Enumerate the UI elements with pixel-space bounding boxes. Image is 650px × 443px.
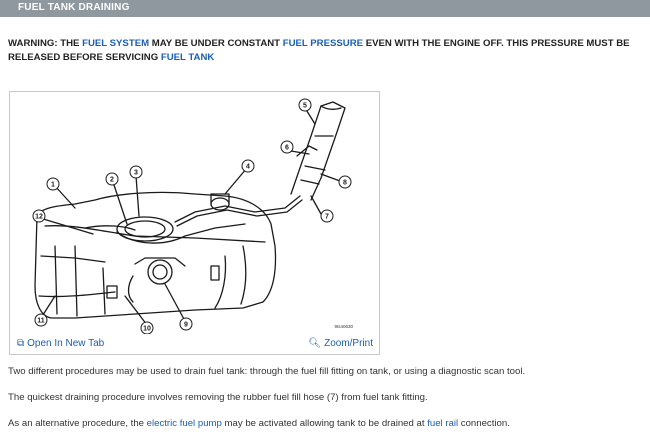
magnifier-icon: 🔍︎ <box>308 338 322 349</box>
fuel-system-link[interactable]: FUEL SYSTEM <box>82 38 150 49</box>
diagram-figure <box>9 91 380 355</box>
callout-label: 3 <box>134 169 138 177</box>
callout-label: 4 <box>246 163 250 171</box>
zoom-print-button[interactable] <box>308 338 373 349</box>
figure-toolbar <box>10 335 379 354</box>
callout-label: 12 <box>35 213 43 221</box>
warning-text <box>8 37 644 65</box>
paragraph-3 <box>8 418 510 429</box>
fuel-rail-link[interactable]: fuel rail <box>427 418 459 429</box>
warning-part: EVEN WITH THE ENGINE OFF. THIS PRESSURE MUST BE RELEASED BEFORE SERVICING <box>8 38 630 63</box>
new-tab-icon: ⧉ <box>17 338 25 349</box>
paragraph-part: As an alternative procedure, the <box>8 418 147 429</box>
section-title: FUEL TANK DRAINING <box>18 2 130 13</box>
paragraph-2: The quickest draining procedure involves removing the rubber fuel fill hose (7) from fuel tank fitting. <box>8 392 428 403</box>
callout-label: 6 <box>285 144 289 152</box>
electric-fuel-pump-link[interactable]: electric fuel pump <box>146 418 222 429</box>
warning-part: WARNING: THE <box>8 38 83 49</box>
callout-label: 2 <box>110 176 114 184</box>
callout-label: 10 <box>143 325 151 333</box>
warning-part: MAY BE UNDER CONSTANT <box>149 38 283 49</box>
callout-label: 8 <box>343 179 347 187</box>
open-tab-label: Open In New Tab <box>27 338 105 349</box>
callout-label: 7 <box>325 213 329 221</box>
open-in-new-tab-button[interactable] <box>17 338 104 349</box>
callout-label: 9 <box>184 321 188 329</box>
callout-label: 1 <box>51 181 55 189</box>
fuel-pressure-link[interactable]: FUEL PRESSURE <box>282 38 364 49</box>
fuel-tank-link[interactable]: FUEL TANK <box>160 52 215 63</box>
callout-label: 5 <box>303 102 307 110</box>
fuel-tank-diagram <box>15 96 373 334</box>
callout-label: 11 <box>37 317 45 325</box>
paragraph-part: may be activated allowing tank to be drained at <box>221 418 428 429</box>
paragraph-1: Two different procedures may be used to drain fuel tank: through the fuel fill fitting on tank, or using a diagnostic scan tool. <box>8 366 526 377</box>
zoom-label: Zoom/Print <box>324 338 373 349</box>
paragraph-part: connection. <box>458 418 510 429</box>
figure-ref-code: 9ts40630 <box>334 324 353 329</box>
section-header <box>0 0 650 17</box>
